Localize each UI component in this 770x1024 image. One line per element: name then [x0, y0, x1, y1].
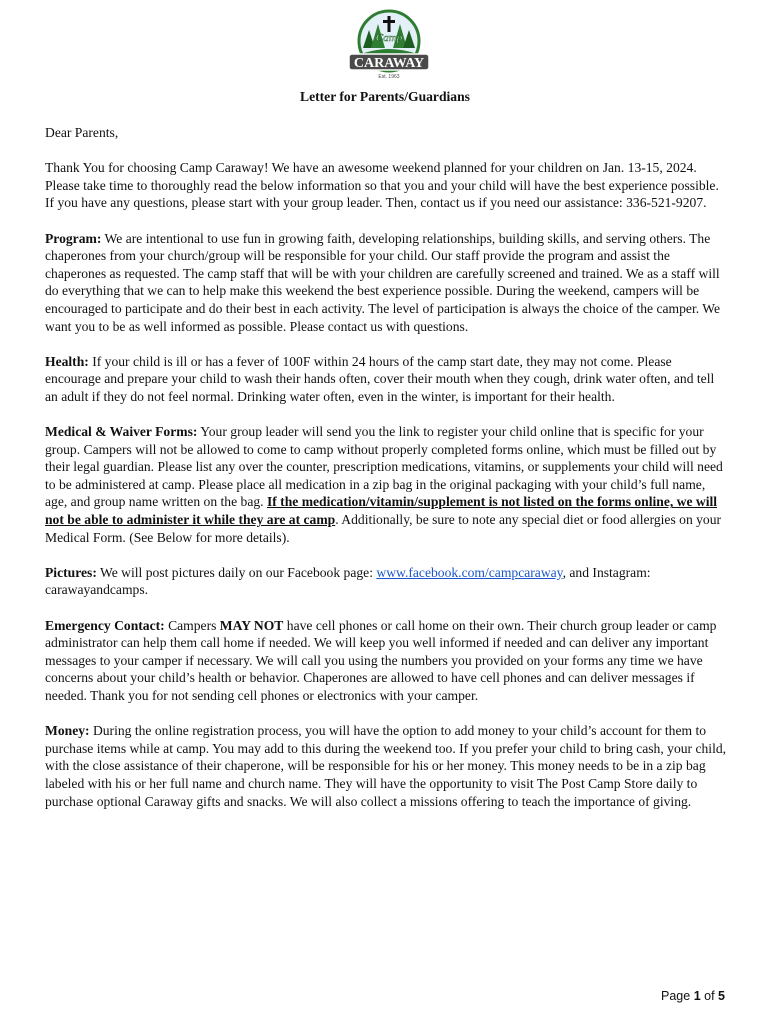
- current-page: 1: [693, 989, 701, 1003]
- medical-label: Medical & Waiver Forms:: [45, 424, 198, 440]
- total-pages: 5: [718, 989, 725, 1003]
- pictures-text-1: We will post pictures daily on our Facebook page:: [96, 564, 377, 580]
- pictures-label: Pictures:: [45, 564, 97, 580]
- emergency-text-1: Campers: [164, 617, 220, 633]
- medical-emphasis: If the medication/vitamin/supplement is not listed on the forms online, we will not be able to administer it while they are at camp: [45, 494, 718, 528]
- letter-title: Letter for Parents/Guardians: [300, 89, 470, 104]
- intro-paragraph: Thank You for choosing Camp Caraway! We have an awesome weekend planned for your children on Jan. 13-15, 2024. Please take time to thoroughly read the below information so that you and your child will have the best experience possible. If you have any questions, please start with your group leader. Then, contact us if you need our assistance: 336-521-9207.: [45, 160, 719, 211]
- of-word: of: [704, 989, 715, 1003]
- medical-section: [45, 423, 730, 546]
- emergency-emphasis: MAY NOT: [219, 617, 284, 633]
- facebook-link[interactable]: www.facebook.com/campcaraway: [376, 564, 563, 580]
- money-text: During the online registration process, you will have the option to add money to your child’s account for them to purchase items while at camp. You may add to this during the weekend too. If you prefer your child to bring cash, your child, with the close assistance of their chaperone, will be responsible for his or her money. This money needs to be in a zip bag labeled with his or her full name and church name. They will have the opportunity to visit The Post Camp Store daily to purchase optional Caraway gifts and snacks. We will also collect a missions offering to teach the importance of giving.: [45, 723, 727, 809]
- salutation: Dear Parents,: [45, 125, 119, 140]
- letter-body: [45, 124, 730, 810]
- emergency-label: Emergency Contact:: [45, 617, 165, 633]
- health-section: [45, 353, 730, 406]
- logo-est: Est. 1963: [378, 74, 400, 80]
- health-text: If your child is ill or has a fever of 100F within 24 hours of the camp start date, they may not come. Please encourage and prepare your child to wash their hands often, cover their mouth when they cough, drink water often, and tell an adult if they do not feel normal. Drinking water often, even in the winter, is important for their health.: [45, 353, 715, 404]
- medical-text-2: . Additionally, be sure to note any special diet or food allergies on your Medical Form. (See Below for more details).: [45, 512, 722, 545]
- program-text: We are intentional to use fun in growing faith, developing relationships, building skills, and serving others. The chaperones from your church/group will be responsible for your child. Our staff provide the program and assist the chaperones as requested. The camp staff that will be with your children are carefully screened and trained. We as a staff will do everything that we can to help make this weekend the best experience possible. During the weekend, campers will be encouraged to participate and do their best in each activity. The level of participation is always the choice of the camper. We want you to be as well informed as possible. Please contact us with questions.: [45, 230, 721, 334]
- pictures-section: [45, 564, 730, 599]
- health-label: Health:: [45, 353, 89, 369]
- page-number: [661, 989, 725, 1003]
- logo-top-word: Camp: [375, 32, 403, 44]
- pictures-text-2: , and Instagram: carawayandcamps.: [45, 564, 651, 598]
- medical-text-1: Your group leader will send you the link to register your child online that is specific for your group. Campers will not be allowed to come to camp without properly completed forms online, which must be filled out by their legal guardian. Please list any over the counter, prescription medications, vitamins, or supplements your child will need to be administered at camp. Please place all medication in a zip bag in the original packaging with your child’s full name, age, and group name written on the bag.: [45, 424, 723, 510]
- program-section: [45, 230, 730, 336]
- money-section: [45, 722, 730, 810]
- page-word: Page: [661, 989, 691, 1003]
- emergency-text-2: have cell phones or call home on their own. Their church group leader or camp administrator can help them call home if needed. We will keep you well informed if needed and can deliver any important messages to your camper if necessary. We will call you using the numbers you provided on your forms any time we have concerns about your child’s health or behavior. Chaperones are allowed to have cell phones and can deliver messages if needed. Thank you for not sending cell phones or electronics with your camper.: [45, 617, 717, 703]
- money-label: Money:: [45, 723, 90, 739]
- camp-caraway-logo: [343, 8, 435, 84]
- logo-main-word: CARAWAY: [353, 56, 425, 71]
- emergency-section: [45, 617, 730, 705]
- program-label: Program:: [45, 230, 102, 246]
